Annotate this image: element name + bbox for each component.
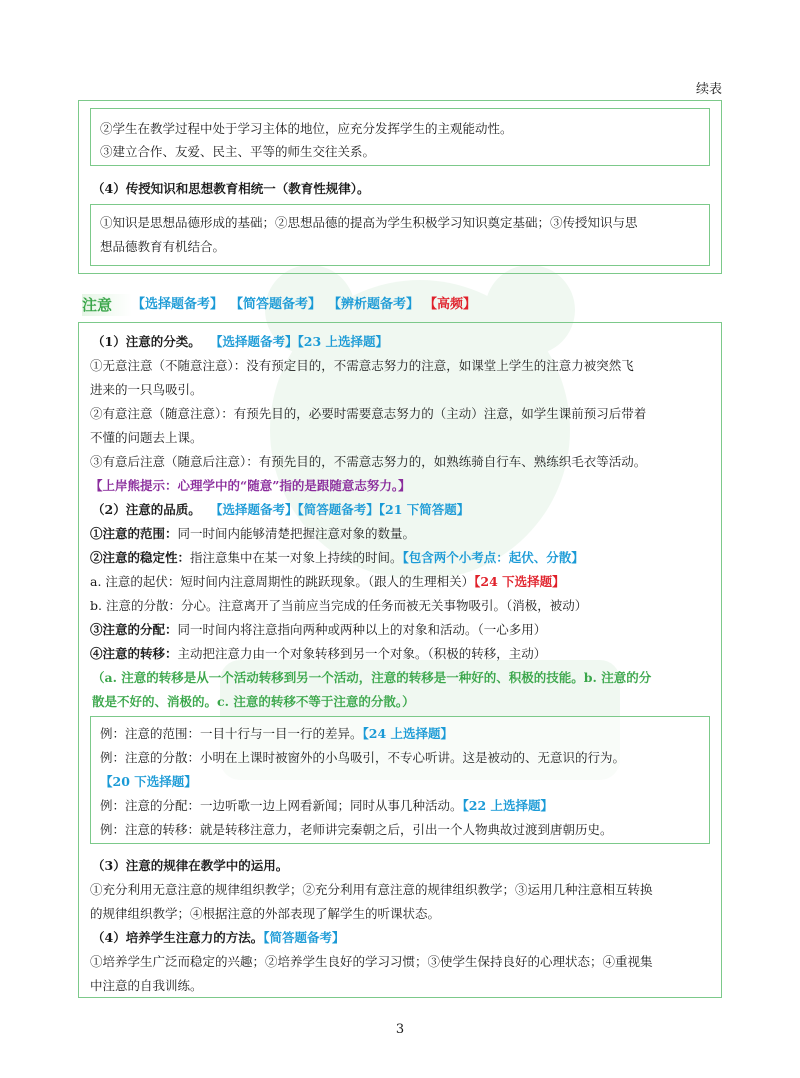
exam-tag: 【22 上选择题】 [462,798,554,813]
heading-text: （4）培养学生注意力的方法。 [92,930,264,945]
page-number: 3 [395,1022,405,1037]
section-title-bar [82,294,132,316]
quality-text: 同一时间内能够清楚把握注意对象的数量。 [177,526,416,541]
heading-methods [92,929,344,947]
exam-tag: 【包含两个小考点：起伏、分散】 [402,550,584,565]
section-tag: 【简答题备考】 [230,297,322,312]
hot-tag: 【高频】 [424,297,477,312]
text-line: 的规律组织教学；④根据注意的外部表现了解学生的听课状态。 [90,906,441,921]
text-line: ②有意注意（随意注意）：有预先目的，必要时需要意志努力的（主动）注意，如学生课前预习后带着 [90,406,647,421]
quality-label: ④注意的转移： [90,646,178,661]
text-line: ①无意注意（不随意注意）：没有预定目的，不需意志努力的注意，如课堂上学生的注意力被突然飞 [90,358,634,373]
quality-range [90,525,415,543]
quality-label: ③注意的分配： [90,622,178,637]
example-line [100,797,553,815]
quality-shift [90,645,546,663]
quality-label: ①注意的范围： [90,526,178,541]
heading-qualities: （2）注意的品质。 [92,502,201,517]
exam-tag: 【选择题备考】【23 上选择题】 [210,334,388,349]
text-line: 想品德教育有机结合。 [100,239,226,254]
example-line: 例：注意的转移：就是转移注意力，老师讲完秦朝之后，引出一个人物典故过渡到唐朝历史。 [100,822,613,837]
text-line: ③有意后注意（随意后注意）：有预先目的，不需意志努力的，如熟练骑自行车、熟练织毛衣等活动。 [90,454,647,469]
text-line: ①充分利用无意注意的规律组织教学；②充分利用有意注意的规律组织教学；③运用几种注意相互转换 [90,882,653,897]
quality-text: a. 注意的起伏：短时间内注意周期性的跳跃现象。（跟人的生理相关） [90,574,475,589]
quality-stability [90,549,584,567]
text-line: ①培养学生广泛而稳定的兴趣；②培养学生良好的学习习惯；③使学生保持良好的心理状态；④重视集 [90,954,653,969]
continued-label: 续表 [695,82,722,97]
section-title: 注意 [82,296,113,314]
exam-tag: 【简答题备考】 [263,930,345,945]
green-note: （a. 注意的转移是从一个活动转移到另一个活动，注意的转移是一种好的、积极的技能。b. 注意的分 [92,670,652,685]
quality-fluctuation [90,573,565,591]
text-line: 进来的一只鸟吸引。 [90,382,203,397]
quality-text: 主动把注意力由一个对象转移到另一个对象。（积极的转移，主动） [177,646,547,661]
section-tag: 【辨析题备考】 [328,297,420,312]
tip-note: 【上岸熊提示：心理学中的“随意”指的是跟随意志努力。】 [90,478,411,493]
example-line [100,725,453,743]
exam-tag-red: 【24 下选择题】 [474,574,565,589]
heading-rules: （3）注意的规律在教学中的运用。 [92,858,289,873]
example-text: 例：注意的分配：一边听歌一边上网看新闻；同时从事几种活动。 [100,798,463,813]
section-tag: 【选择题备考】 [132,297,224,312]
text-line: 不懂的问题去上课。 [90,430,203,445]
subheading: （4）传授知识和思想教育相统一（教育性规律）。 [92,181,370,196]
green-note: 散是不好的、消极的。c. 注意的转移不等于注意的分散。） [92,694,415,709]
text-line: ①知识是思想品德形成的基础；②思想品德的提高为学生积极学习知识奠定基础；③传授知识与思 [100,215,638,230]
exam-tag: 【选择题备考】【简答题备考】【21 下简答题】 [210,502,470,517]
text-line: 中注意的自我训练。 [90,978,203,993]
quality-distribution [90,621,546,639]
text-line: ②学生在教学过程中处于学习主体的地位，应充分发挥学生的主观能动性。 [100,121,513,136]
exam-tag: 【20 下选择题】 [100,774,197,789]
text-line: ③建立合作、友爱、民主、平等的师生交往关系。 [100,144,376,159]
example-line: 例：注意的分散：小明在上课时被窗外的小鸟吸引，不专心听讲。这是被动的、无意识的行为。 [100,750,626,765]
quality-text: 指注意集中在某一对象上持续的时间。 [190,550,403,565]
exam-tag: 【24 上选择题】 [362,726,454,741]
quality-label: ②注意的稳定性： [90,550,191,565]
heading-classification: （1）注意的分类。 [92,334,201,349]
quality-distraction: b. 注意的分散：分心。注意离开了当前应当完成的任务而被无关事物吸引。（消极，被动） [90,598,588,613]
quality-text: 同一时间内将注意指向两种或两种以上的对象和活动。（一心多用） [177,622,547,637]
example-text: 例：注意的范围：一目十行与一目一行的差异。 [100,726,363,741]
